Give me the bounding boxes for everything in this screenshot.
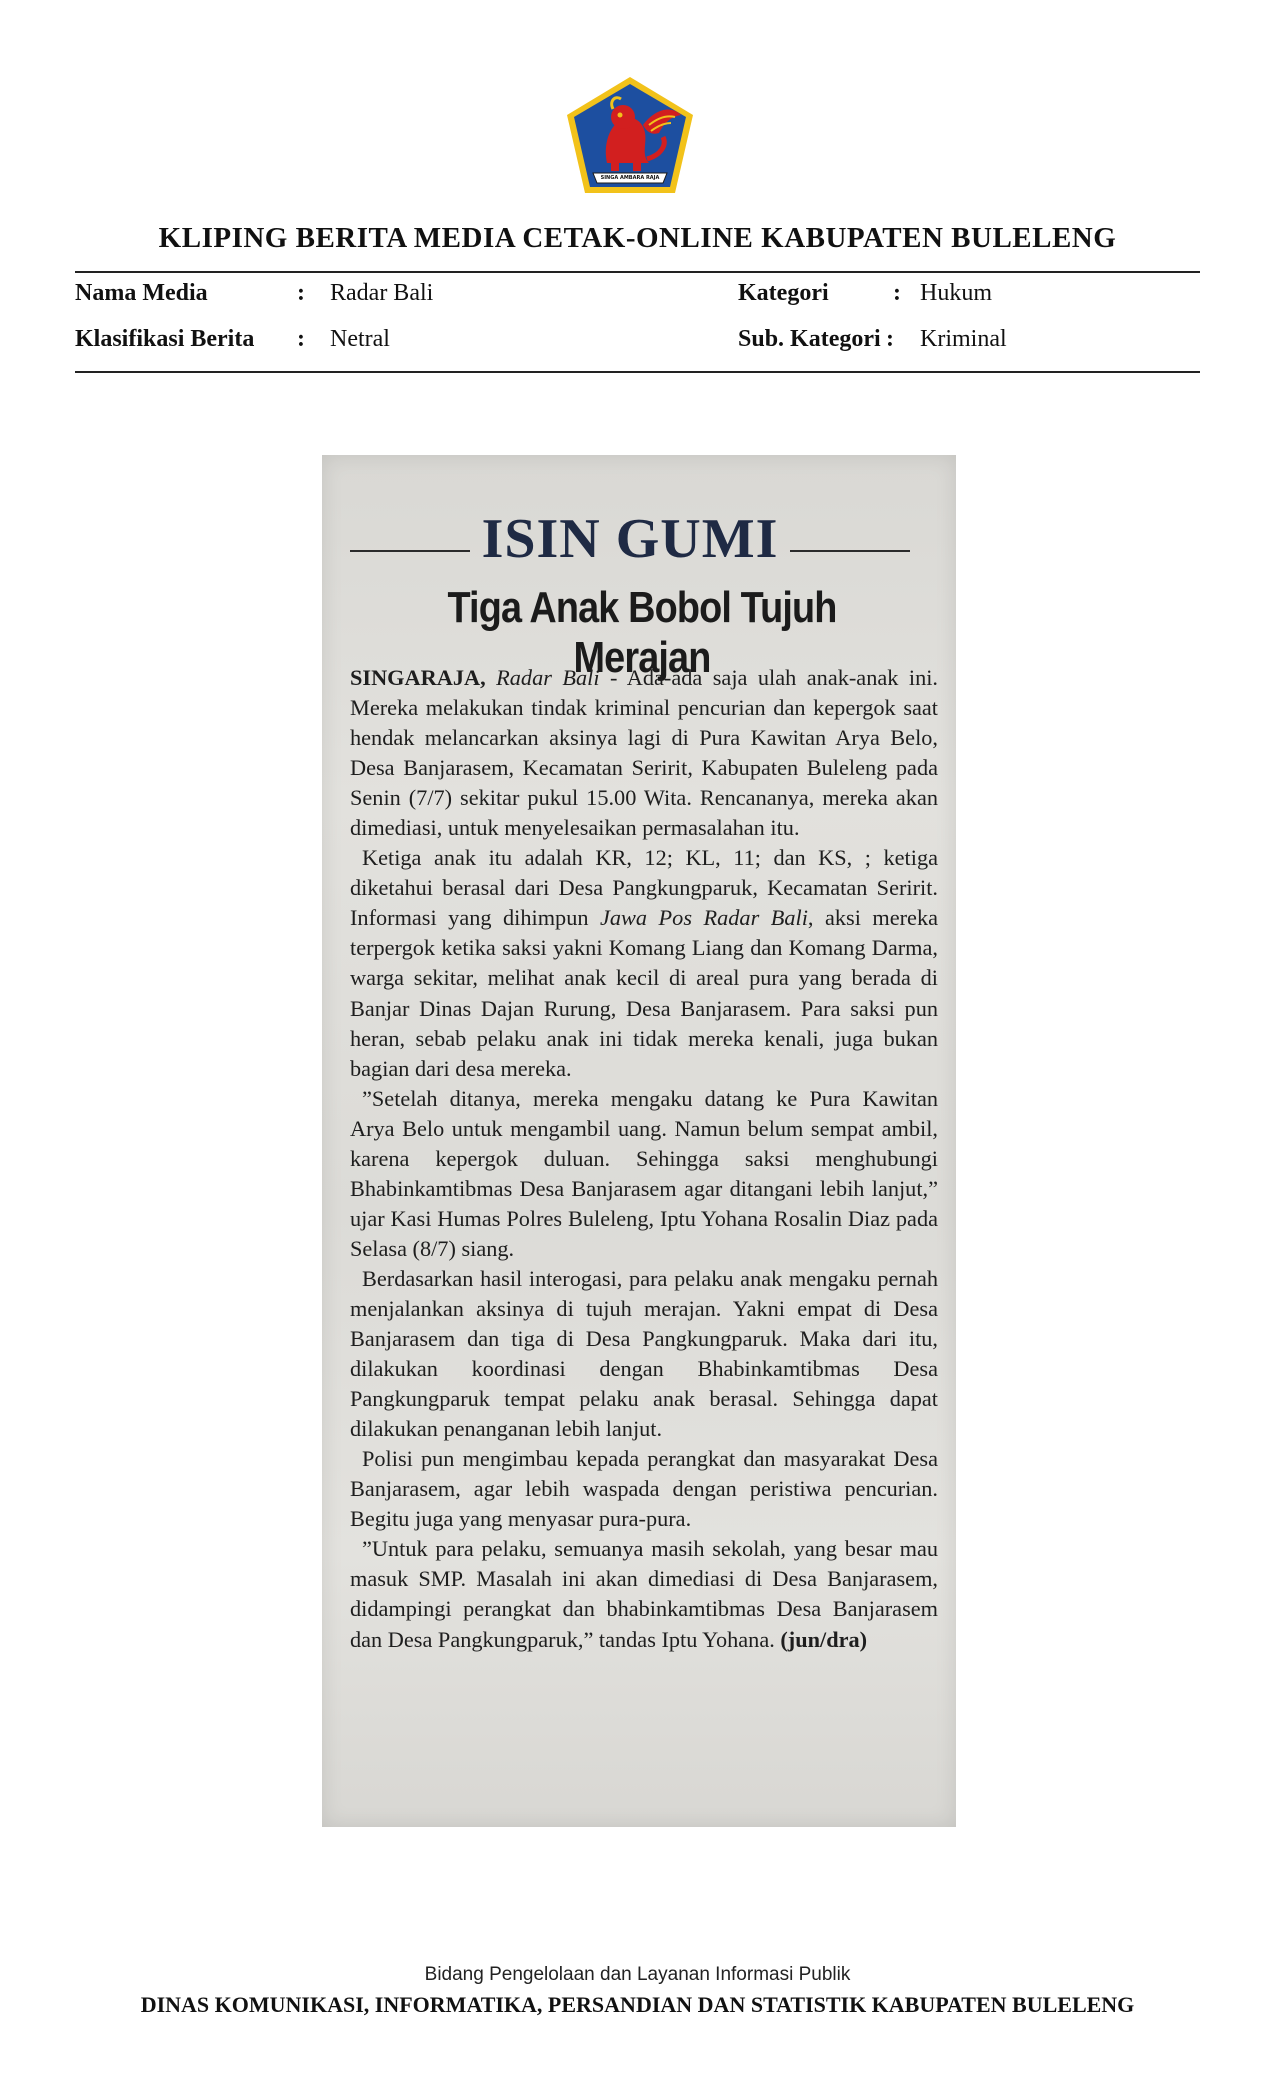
subcategory-value: Kriminal [920, 326, 1007, 352]
meta-row-classification [75, 326, 1200, 360]
rubric-rule-right [790, 550, 910, 552]
meta-row-media [75, 280, 1200, 314]
article-headline: Tiga Anak Bobol Tujuh Merajan [447, 583, 837, 682]
crest-motto: SINGA AMBARA RAJA [600, 175, 660, 181]
category-value: Hukum [920, 280, 992, 306]
article-paragraph-lead [350, 663, 938, 843]
media-value: Radar Bali [330, 280, 434, 306]
classification-value: Netral [330, 326, 390, 352]
article-paragraph-4: Berdasarkan hasil interogasi, para pelaku anak mengaku pernah menjalankan aksinya di tujuh merajan. Yakni empat di Desa Banjarasem dan tiga di Desa Pangkungparuk. Maka dari itu, dilakukan koordinasi dengan Bhabinkamtibmas Desa Pangkungparuk tempat pelaku anak berasal. Sehingga dapat dilakukan penanganan lebih lanjut. [350, 1265, 938, 1442]
subcategory-colon: : [886, 326, 894, 352]
article-paragraph-5: Polisi pun mengimbau kepada perangkat dan masyarakat Desa Banjarasem, agar lebih waspada dengan peristiwa pencurian. Begitu juga yang menyasar pura-pura. [350, 1446, 938, 1532]
article-paragraph-6 [350, 1534, 938, 1654]
category-label: Kategori [738, 280, 829, 306]
category-colon: : [893, 280, 901, 306]
article-p2-source: Jawa Pos Radar Bali [600, 905, 808, 931]
rubric-title: ISIN GUMI [481, 508, 779, 570]
header-divider-top [75, 271, 1200, 273]
article-dateline: SINGARAJA, [350, 665, 486, 690]
article-lead-text: - Ada-ada saja ulah anak-anak ini. Mereka melakukan tindak kriminal pencurian dan kepergok saat hendak melancarkan aksinya lagi di Pura Kawitan Arya Belo, Desa Banjarasem, Kecamatan Seririt, Kabupaten Buleleng pada Senin (7/7) sekitar pukul 15.00 Wita. Rencananya, mereka akan dimediasi, untuk menyelesaikan permasalahan itu. [350, 665, 938, 841]
article-paragraph-2 [350, 843, 938, 1083]
media-label: Nama Media [75, 280, 208, 306]
media-colon: : [297, 280, 305, 306]
subcategory-label: Sub. Kategori [738, 326, 881, 352]
footer-unit: Bidang Pengelolaan dan Layanan Informasi Publik [424, 1964, 851, 1985]
newspaper-clipping [322, 455, 956, 1827]
classification-colon: : [297, 326, 305, 352]
footer-agency: DINAS KOMUNIKASI, INFORMATIKA, PERSANDIAN DAN STATISTIK KABUPATEN BULELENG [140, 1992, 1135, 2017]
article-p2-before: Ketiga anak itu adalah KR, 12; KL, 11; dan KS, ; ketiga diketahui berasal dari Desa Pangkungparuk, Kecamatan Seririt. Informasi yang dihimpun [350, 845, 938, 931]
clipping-title: KLIPING BERITA MEDIA CETAK-ONLINE KABUPATEN BULELENG [158, 222, 1117, 254]
article-p2-after: , aksi mereka terpergok ketika saksi yakni Komang Liang dan Komang Darma, warga sekitar, melihat anak kecil di areal pura yang berada di Banjar Dinas Dajan Rurung, Desa Banjarasem. Para saksi pun heran, sebab pelaku anak ini tidak mereka kenali, juga bukan bagian dari desa mereka. [350, 905, 938, 1081]
rubric-banner [350, 507, 910, 570]
article-paragraph-3: ”Setelah ditanya, mereka mengaku datang ke Pura Kawitan Arya Belo untuk mengambil uang. Namun belum sempat ambil, karena kepergok duluan. Sehingga saksi menghubungi Bhabinkamtibmas Desa Banjarasem agar ditangani lebih lanjut,” ujar Kasi Humas Polres Buleleng, Iptu Yohana Rosalin Diaz pada Selasa (8/7) siang. [350, 1085, 938, 1261]
article-body [350, 663, 938, 1655]
buleleng-crest-logo [563, 75, 697, 199]
article-source: Radar Bali [496, 665, 600, 690]
header-divider-bottom [75, 371, 1200, 373]
article-p6-text: ”Untuk para pelaku, semuanya masih sekolah, yang besar mau masuk SMP. Masalah ini akan dimediasi di Desa Banjarasem, didampingi perangkat dan bhabinkamtibmas Desa Banjarasem dan Desa Pangkungparuk,” tandas Iptu Yohana. [350, 1536, 938, 1652]
classification-label: Klasifikasi Berita [75, 326, 255, 352]
article-credit: (jun/dra) [780, 1626, 868, 1652]
